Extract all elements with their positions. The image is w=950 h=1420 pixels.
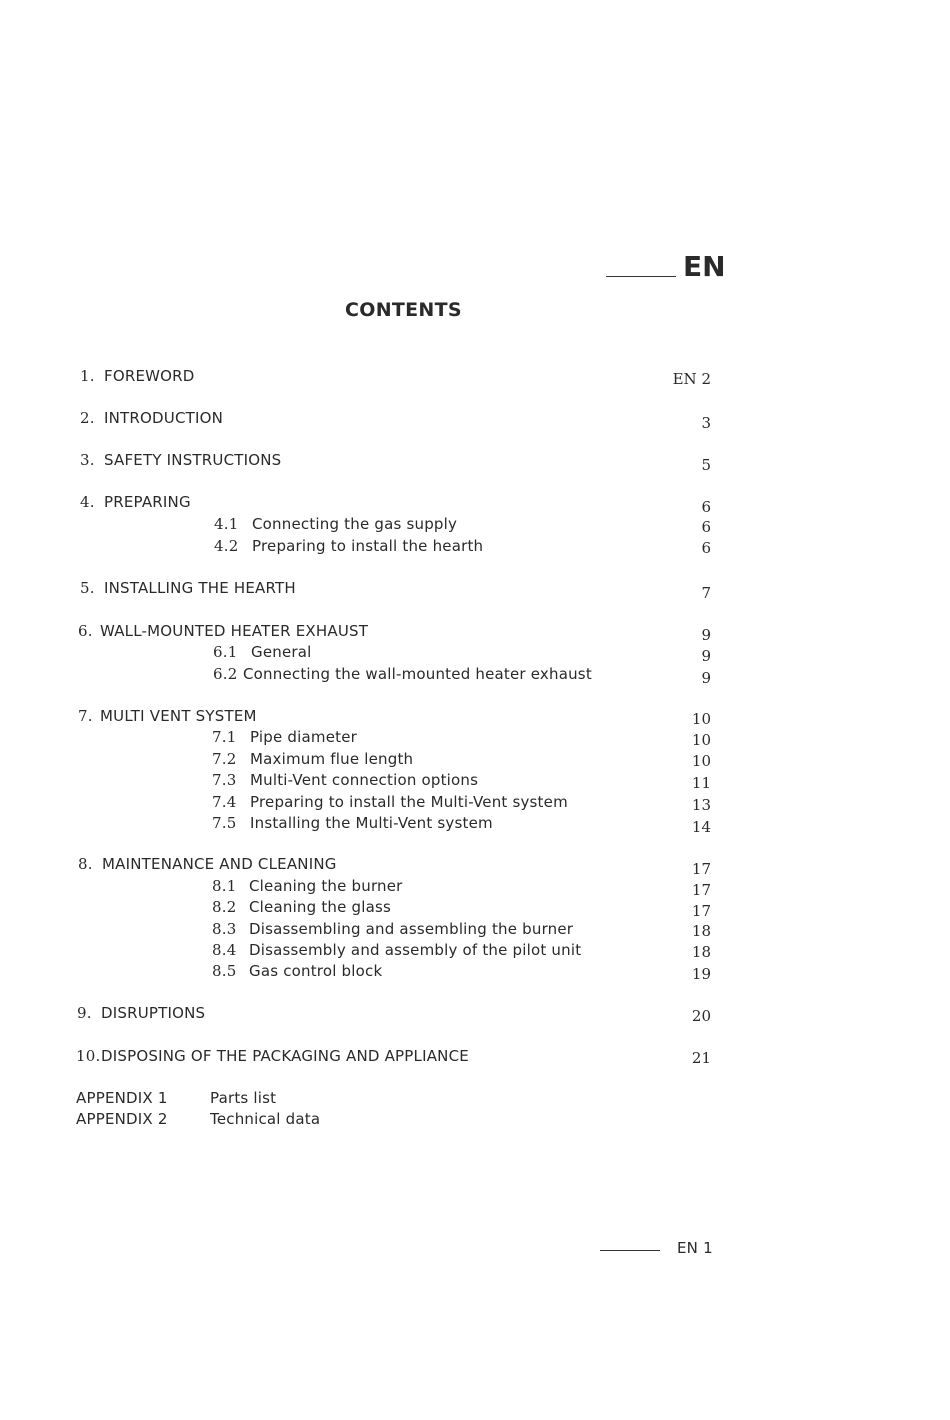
toc-label: DISPOSING OF THE PACKAGING AND APPLIANCE — [101, 1047, 469, 1065]
toc-page: 17 — [691, 860, 711, 878]
toc-label: Multi-Vent connection options — [250, 771, 479, 789]
page-title: CONTENTS — [345, 299, 462, 321]
toc-number: 9. — [77, 1004, 92, 1022]
toc-page: 11 — [691, 774, 711, 792]
appendix-label: APPENDIX 2 — [76, 1110, 168, 1128]
footer-page-number: EN 1 — [677, 1239, 713, 1257]
toc-number: 4.1 — [214, 515, 239, 533]
toc-label: Connecting the wall-mounted heater exhaust — [243, 665, 592, 683]
toc-label: INTRODUCTION — [104, 409, 224, 427]
toc-number: 4.2 — [214, 537, 239, 555]
toc-page: 6 — [701, 539, 711, 557]
toc-page: 6 — [701, 498, 711, 516]
toc-number: 2. — [80, 409, 95, 427]
toc-label: Cleaning the glass — [249, 898, 392, 916]
toc-page: 7 — [701, 584, 711, 602]
toc-number: 6. — [78, 622, 93, 640]
toc-number: 8.3 — [212, 920, 237, 938]
toc-label: Connecting the gas supply — [252, 515, 458, 533]
appendix-label: APPENDIX 1 — [76, 1089, 168, 1107]
toc-number: 6.2 — [213, 665, 238, 683]
toc-page: 5 — [701, 456, 711, 474]
toc-label: Pipe diameter — [250, 728, 357, 746]
toc-number: 5. — [80, 579, 95, 597]
toc-number: 7.4 — [212, 793, 237, 811]
toc-label: INSTALLING THE HEARTH — [104, 579, 296, 597]
toc-label: Maximum flue length — [250, 750, 414, 768]
toc-label: MULTI VENT SYSTEM — [100, 707, 257, 725]
toc-number: 8.1 — [212, 877, 237, 895]
toc-label: Gas control block — [249, 962, 383, 980]
toc-label: SAFETY INSTRUCTIONS — [104, 451, 282, 469]
toc-number: 1. — [80, 367, 95, 385]
toc-label: Preparing to install the hearth — [252, 537, 484, 555]
toc-label: DISRUPTIONS — [101, 1004, 206, 1022]
toc-page: 17 — [691, 881, 711, 899]
toc-number: 6.1 — [213, 643, 238, 661]
toc-page: 10 — [691, 752, 711, 770]
toc-page: 20 — [691, 1007, 711, 1025]
toc-label: General — [251, 643, 312, 661]
toc-page: 10 — [691, 731, 711, 749]
toc-page: 10 — [691, 710, 711, 728]
footer-rule — [600, 1250, 660, 1251]
toc-label: Cleaning the burner — [249, 877, 403, 895]
toc-number: 3. — [80, 451, 95, 469]
toc-page: 18 — [691, 922, 711, 940]
toc-page: 6 — [701, 518, 711, 536]
header-rule — [606, 276, 676, 277]
toc-page: 19 — [691, 965, 711, 983]
toc-label: Disassembling and assembling the burner — [249, 920, 574, 938]
toc-page: 9 — [701, 669, 711, 687]
toc-label: MAINTENANCE AND CLEANING — [102, 855, 337, 873]
toc-number: 7.5 — [212, 814, 237, 832]
toc-number: 8.2 — [212, 898, 237, 916]
appendix-title: Technical data — [210, 1110, 321, 1128]
toc-page: 9 — [701, 647, 711, 665]
toc-page: 14 — [691, 818, 711, 836]
toc-number: 7.1 — [212, 728, 237, 746]
header-language: EN — [683, 250, 726, 283]
toc-number: 7.3 — [212, 771, 237, 789]
toc-label: WALL-MOUNTED HEATER EXHAUST — [100, 622, 369, 640]
toc-page: 13 — [691, 796, 711, 814]
toc-number: 4. — [80, 493, 95, 511]
toc-number: 8.4 — [212, 941, 237, 959]
toc-number: 7.2 — [212, 750, 237, 768]
toc-label: Installing the Multi-Vent system — [250, 814, 493, 832]
toc-label: Disassembly and assembly of the pilot unit — [249, 941, 582, 959]
toc-page: 3 — [701, 414, 711, 432]
toc-number: 10. — [76, 1047, 101, 1065]
toc-label: Preparing to install the Multi-Vent system — [250, 793, 568, 811]
toc-page: 18 — [691, 943, 711, 961]
toc-label: FOREWORD — [104, 367, 195, 385]
toc-page: 9 — [701, 626, 711, 644]
toc-page: EN 2 — [672, 370, 711, 388]
appendix-title: Parts list — [210, 1089, 277, 1107]
toc-number: 8. — [78, 855, 93, 873]
toc-page: 17 — [691, 902, 711, 920]
toc-number: 8.5 — [212, 962, 237, 980]
toc-label: PREPARING — [104, 493, 191, 511]
toc-page: 21 — [691, 1049, 711, 1067]
toc-number: 7. — [78, 707, 93, 725]
